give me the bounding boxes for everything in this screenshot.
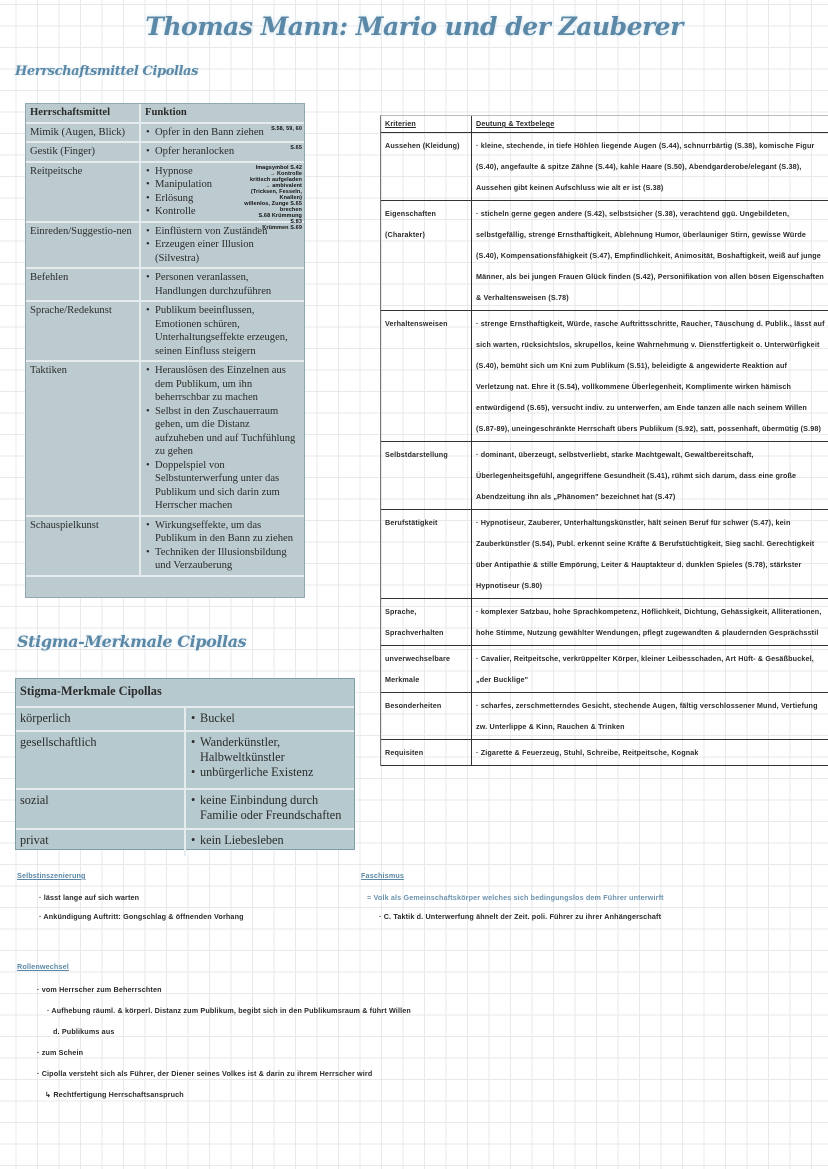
kriterium-label: Aussehen (Kleidung) xyxy=(381,133,472,200)
funktion-cell xyxy=(141,517,304,575)
note-line xyxy=(17,1084,517,1105)
note-line: · lässt lange auf sich warten xyxy=(39,893,140,902)
stigma-item: • keine Einbindung durch Familie oder Freundschaften xyxy=(200,793,350,823)
funktion-item: • Erlösung xyxy=(155,192,244,206)
header-cell: Deutung & Textbelege xyxy=(476,119,555,128)
annotation-line: (Tricksen, Fesseln, Knallen) xyxy=(250,188,302,201)
funktion-list xyxy=(145,364,300,513)
funktion-item: • Wirkungseffekte, um das Publikum in den Bann zu ziehen xyxy=(155,519,300,546)
table-header-row xyxy=(26,104,304,124)
annotation-line: → Krümmen S.69 xyxy=(255,224,302,231)
annotation-line: S.58, 59, 60 xyxy=(271,125,302,132)
textbelege-cell: · komplexer Satzbau, hohe Sprachkompetenz, Höflichkeit, Dichtung, Gehässigkeit, Alliterationen, hohe Stimme, Nutzung gewählter Wendungen, pflegt zugewandten & plaudernden Gesprächsstil xyxy=(476,607,822,637)
selbstinszenierung-section xyxy=(17,871,347,926)
funktion-item: • Kontrolle xyxy=(155,205,244,219)
kriterium-label: Berufstätigkeit xyxy=(381,510,472,598)
table-row xyxy=(381,311,828,442)
note-line: · C. Taktik d. Unterwerfung ähnelt der Zeit. poli. Führer zu ihrer Anhängerschaft xyxy=(379,912,662,921)
kriterien-table xyxy=(380,115,828,766)
table-row xyxy=(16,708,354,732)
stigma-item: • kein Liebesleben xyxy=(200,833,350,848)
funktion-item: • Opfer heranlocken xyxy=(155,145,300,159)
herrschaftsmittel-table xyxy=(25,103,305,598)
mittel-label: Mimik (Augen, Blick) xyxy=(30,126,126,138)
mittel-cell xyxy=(26,302,141,360)
table-row xyxy=(16,732,354,790)
table-row xyxy=(16,830,354,856)
table-row xyxy=(381,740,828,766)
note-text: Rechtfertigung Herrschaftsanspruch xyxy=(53,1090,184,1099)
funktion-item: • Personen veranlassen, Handlungen durchzuführen xyxy=(155,271,300,298)
mittel-label: Sprache/Redekunst xyxy=(30,305,112,316)
textbelege-cell: · strenge Ernsthaftigkeit, Würde, rasche Auftrittsschritte, Raucher, Täuschung d. Publik., lässt auf sich warten, rücksichtslos, skrupellos, keine Wahrnehmung v. Dienstfertigkeit o. Unterwürfigkeit (S.40), bemüht sich um Kni zum Publikum (S.51), beleidigte & angewiderte Reaktion auf Verletzung nat. Ehre it (S.54), vollkommene Überlegenheit, Komplimente wirken hämisch entwürdigend (S.65), versucht indiv. zu unterwerfen, am Ende tanzen alle nach seinem Willen (S.87-89), uneingeschränkte Herrschaft übers Publikum (S.92), satt, possenhaft, übermütig (S.98) xyxy=(476,319,825,433)
table-header-row xyxy=(381,116,828,133)
handwritten-annotation xyxy=(242,145,302,151)
mittel-cell xyxy=(26,223,141,268)
note-line: · zum Schein xyxy=(37,1048,84,1057)
stigma-list xyxy=(200,793,350,823)
note-line: · Aufhebung räuml. & körperl. Distanz zum Publikum, begibt sich in den Publikumsraum & führt Willen xyxy=(47,1006,411,1015)
kriterium-label: Eigenschaften (Charakter) xyxy=(381,201,472,310)
table-row xyxy=(381,133,828,201)
stigma-item: • unbürgerliche Existenz xyxy=(200,765,350,780)
funktion-cell xyxy=(141,163,304,225)
funktion-list xyxy=(145,304,300,358)
rollenwechsel-section xyxy=(17,962,517,1105)
handwritten-annotation xyxy=(242,225,302,231)
page-title: Thomas Mann: Mario und der Zauberer xyxy=(145,12,683,41)
annotation-line: kritisch aufgeladen xyxy=(249,176,302,183)
table-row xyxy=(381,442,828,510)
table-row xyxy=(26,124,304,144)
annotation-line: willenlos, Zunge S.65 brechen xyxy=(244,200,302,213)
note-line: · vom Herrscher zum Beherrschten xyxy=(37,985,162,994)
table-row xyxy=(26,143,304,163)
table-row xyxy=(26,269,304,302)
funktion-list xyxy=(145,225,300,266)
faschismus-section xyxy=(361,871,821,926)
annotation-line: S.65 xyxy=(290,145,302,151)
table-row xyxy=(381,693,828,740)
annotation-line: → ambivalent xyxy=(265,182,302,189)
table-row xyxy=(381,201,828,311)
stigma-table xyxy=(15,678,355,850)
section-heading: Faschismus xyxy=(361,871,405,880)
header-cell: Herrschaftsmittel xyxy=(26,104,141,122)
funktion-cell xyxy=(141,302,304,360)
funktion-item: • Opfer in den Bann ziehen xyxy=(155,126,300,140)
kriterium-label: Verhaltensweisen xyxy=(381,311,472,441)
table-row xyxy=(381,599,828,646)
stigma-category: körperlich xyxy=(16,708,186,730)
mittel-label: Gestik (Finger) xyxy=(30,146,96,157)
stigma-list xyxy=(200,833,350,848)
table-row xyxy=(26,163,304,223)
stigma-category: gesellschaftlich xyxy=(16,732,186,788)
stigma-item: • Buckel xyxy=(200,711,350,726)
funktion-item: • Manipulation xyxy=(155,178,244,192)
stigma-items-cell xyxy=(186,830,354,856)
stigma-list xyxy=(200,711,350,726)
stigma-item: • Wanderkünstler, Halbweltkünstler xyxy=(200,735,350,765)
note-line: = Volk als Gemeinschaftskörper welches sich bedingungslos dem Führer unterwirft xyxy=(367,893,664,902)
table-row xyxy=(26,362,304,517)
funktion-item: • Herauslösen des Einzelnen aus dem Publikum, um ihn beherrschbar zu machen xyxy=(155,364,300,405)
table-row xyxy=(381,510,828,599)
funktion-cell xyxy=(141,143,304,161)
stigma-category: privat xyxy=(16,830,186,856)
arrow-icon: ↳ xyxy=(45,1090,54,1099)
table-row xyxy=(26,302,304,362)
note-line: · Cipolla versteht sich als Führer, der Diener seines Volkes ist & darin zu ihrem Herrscher wird xyxy=(37,1069,373,1078)
stigma-items-cell xyxy=(186,732,354,788)
funktion-cell xyxy=(141,269,304,300)
funktion-list xyxy=(145,519,300,573)
textbelege-cell: · Zigarette & Feuerzeug, Stuhl, Schreibe, Reitpeitsche, Kognak xyxy=(476,748,699,757)
handwritten-annotation xyxy=(242,165,302,225)
mittel-cell xyxy=(26,143,141,161)
textbelege-cell: · scharfes, zerschmetterndes Gesicht, stechende Augen, fältig verschlossener Mund, Vertiefung zw. Unterlippe & Kinn, Rauchen & Trinken xyxy=(476,701,818,731)
handwritten-annotation xyxy=(242,126,302,132)
funktion-item: • Techniken der Illusionsbildung und Verzauberung xyxy=(155,546,300,573)
funktion-item: • Doppelspiel von Selbstunterwerfung unter das Publikum und sich darin zum Herrscher machen xyxy=(155,459,300,513)
funktion-item: • Publikum beeinflussen, Emotionen schüren, Unterhaltungseffekte erzeugen, seinen Einfluss steigern xyxy=(155,304,300,358)
textbelege-cell: · kleine, stechende, in tiefe Höhlen liegende Augen (S.44), schnurrbärtig (S.38), komische Figur (S.40), angefaulte & spitze Zähne (S.44), kahle Haare (S.50), Abendgarderobe/elegant (S.38), Aussehen gibt keinen Aufschluss wie alt er ist (S.38) xyxy=(476,141,815,192)
funktion-list xyxy=(145,165,244,219)
table-row xyxy=(381,646,828,693)
textbelege-cell: · sticheln gerne gegen andere (S.42), selbstsicher (S.38), verachtend ggü. Ungebildeten, selbstgefällig, strenge Ernsthaftigkeit, Ablehnung Humor, überlauniger Stirn, gewisse Würde (S.40), Kompensationsfähigkeit (S.47), Empfindlichkeit, Animosität, Boshaftigkeit, weiß auf junge Männer, als bei jungen Frauen Glück finden (S.42), Personifikation von allen bösen Eigenschaften & Verhaltensweisen (S.78) xyxy=(476,209,824,302)
note-line: d. Publikums aus xyxy=(53,1027,115,1036)
funktion-item: • Einflüstern von Zuständen xyxy=(155,225,300,239)
mittel-label: Einreden/Suggestio-nen xyxy=(30,225,132,237)
mittel-cell xyxy=(26,124,141,142)
funktion-cell xyxy=(141,362,304,515)
stigma-category: sozial xyxy=(16,790,186,828)
mittel-cell xyxy=(26,517,141,575)
funktion-item: • Selbst in den Zuschauerraum gehen, um die Distanz aufzuheben und auf Tuchfühlung zu gehen xyxy=(155,405,300,459)
stigma-items-cell xyxy=(186,790,354,828)
kriterium-label: unverwechselbare Merkmale xyxy=(381,646,472,692)
textbelege-cell: · Cavalier, Reitpeitsche, verkrüppelter Körper, kleiner Leibesschaden, Art Hüft- & Gesäßbuckel, „der Bucklige" xyxy=(476,654,814,684)
kriterium-label: Requisiten xyxy=(381,740,472,765)
annotation-line: S.68 Krümmung xyxy=(258,212,302,219)
mittel-label: Befehlen xyxy=(30,272,69,283)
annotation-line: Imagsymbol S.42 xyxy=(255,164,302,171)
annotation-line: → Kontrolle xyxy=(269,170,302,177)
mittel-cell xyxy=(26,269,141,300)
section-heading-herrschaftsmittel: Herrschaftsmittel Cipollas xyxy=(15,64,198,79)
funktion-list xyxy=(145,271,300,298)
table-row xyxy=(26,223,304,270)
header-cell: Kriterien xyxy=(381,116,472,132)
funktion-cell xyxy=(141,124,304,142)
funktion-item: • Erzeugen einer Illusion (Silvestra) xyxy=(155,238,300,265)
stigma-items-cell xyxy=(186,708,354,730)
kriterium-label: Selbstdarstellung xyxy=(381,442,472,509)
mittel-label: Reitpeitsche xyxy=(30,165,83,177)
funktion-cell xyxy=(141,223,304,268)
table-caption: Stigma-Merkmale Cipollas xyxy=(16,679,354,708)
header-cell: Funktion xyxy=(145,107,187,118)
table-row xyxy=(26,517,304,577)
note-line: · Ankündigung Auftritt: Gongschlag & öffnenden Vorhang xyxy=(39,912,244,921)
kriterium-label: Besonderheiten xyxy=(381,693,472,739)
section-heading: Selbstinszenierung xyxy=(17,871,86,880)
kriterium-label: Sprache, Sprachverhalten xyxy=(381,599,472,645)
mittel-label: Taktiken xyxy=(30,365,67,376)
section-heading-stigma: Stigma-Merkmale Cipollas xyxy=(17,632,247,651)
stigma-list xyxy=(200,735,350,780)
section-heading: Rollenwechsel xyxy=(17,962,69,971)
mittel-label: Schauspielkunst xyxy=(30,519,99,531)
textbelege-cell: · dominant, überzeugt, selbstverliebt, starke Machtgewalt, Gewaltbereitschaft, Überlegenheitsgefühl, angegriffene Gesundheit (S.41), rühmt sich darum, dass eine große Abendzeitung ihn als „Phänomen" bezeichnet hat (S.47) xyxy=(476,450,797,501)
mittel-cell xyxy=(26,362,141,515)
annotation-line: S.83 xyxy=(290,218,302,225)
mittel-cell xyxy=(26,163,141,221)
table-row xyxy=(16,790,354,830)
textbelege-cell: · Hypnotiseur, Zauberer, Unterhaltungskünstler, hält seinen Beruf für schwer (S.47), kein Zauberkünstler (S.54), Publ. erkennt seine Kräfte & Berufstüchtigkeit, Sieg sachl. Gerechtigkeit über Antipathie & stille Empörung, Leiter & Hauptakteur d. dunklen Spieles (S.78), stärkster Hypnotiseur (S.80) xyxy=(476,518,815,590)
funktion-item: • Hypnose xyxy=(155,165,244,179)
